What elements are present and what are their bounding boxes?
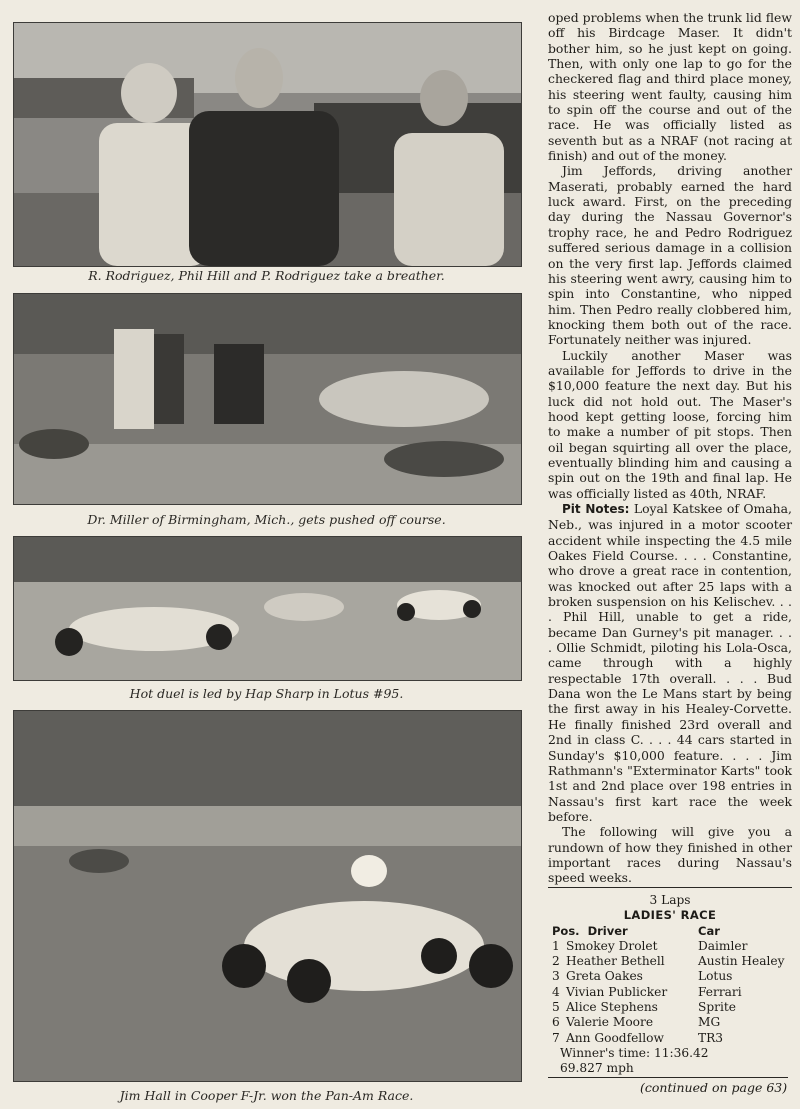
table-row: 6 Valerie Moore MG	[552, 1015, 721, 1030]
pit-notes-text: Loyal Katskee of Omaha, Neb., was injured in a motor scooter accident while inspecting the 4.5 mile Oakes Field Course. . . . Constantine, who drove a great race in contention, was knocked out after 25 laps with a broken suspension on his Kelischev. . . . Phil Hill, unable to get a ride, became Dan Gurney's pit manager. . . . Ollie Schmidt, piloting his Lola-Osca, came through with a highly respectable 17th overall. . . . Bud Dana won the Le Mans start by being the first away in his Healey-Corvette. He finally finished 23rd overall and 2nd in class C. . . . 44 cars started in Sunday's $10,000 feature. . . . Jim Rathmann's "Exterminator Karts" took 1st and 2nd place over 198 entries in Nassau's first kart race the week before.	[548, 501, 792, 824]
section-divider	[548, 887, 792, 888]
winners-speed: 69.827 mph	[560, 1061, 634, 1076]
pos-driver-header: Pos. Driver	[552, 923, 628, 938]
pit-notes-paragraph	[548, 501, 792, 824]
car-header: Car	[698, 923, 720, 938]
article-paragraph: oped problems when the trunk lid flew off his Birdcage Maser. It didn't bother him, so he just kept on going. Then, with only one lap to go for the checkered flag and third place money, his steering went faulty, causing him to spin off the course and out of the race. He was officially listed as seventh but as a NRAF (not racing at finish) and out of the money.	[548, 10, 792, 164]
table-row: 2 Heather Bethell Austin Healey	[552, 954, 785, 969]
photo-jim-hall-cooper	[13, 710, 522, 1082]
photo-hot-duel	[13, 536, 522, 681]
photo-pushed-off-course	[13, 293, 522, 505]
article-column	[548, 10, 792, 886]
table-row: 7 Ann Goodfellow TR3	[552, 1030, 724, 1045]
footer-divider	[548, 1077, 788, 1078]
table-row: 5 Alice Stephens Sprite	[552, 1000, 736, 1015]
article-paragraph: Jim Jeffords, driving another Maserati, probably earned the hard luck award. First, on the preceding day during the Nassau Governor's trophy race, he and Pedro Rodriguez suffered serious damage in a collision on the very first lap. Jeffords claimed his steering went awry, causing him to spin into Constantine, who nipped him. Then Pedro really clobbered him, knocking them both out of the race. Fortunately neither was injured.	[548, 163, 792, 348]
photo-caption-1: R. Rodriguez, Phil Hill and P. Rodriguez take a breather.	[88, 268, 445, 283]
photo-caption-3: Hot duel is led by Hap Sharp in Lotus #95.	[129, 686, 404, 701]
photo-caption-4: Jim Hall in Cooper F-Jr. won the Pan-Am Race.	[119, 1088, 414, 1103]
article-paragraph: The following will give you a rundown of how they finished in other important races during Nassau's speed weeks.	[548, 824, 792, 886]
pit-notes-heading: Pit Notes:	[562, 502, 630, 516]
photo-caption-2: Dr. Miller of Birmingham, Mich., gets pushed off course.	[87, 512, 446, 527]
continued-note: (continued on page 63)	[640, 1080, 788, 1095]
table-row: 4 Vivian Publicker Ferrari	[552, 984, 742, 999]
race-laps: 3 Laps	[649, 893, 691, 907]
winners-time: Winner's time: 11:36.42	[560, 1045, 709, 1060]
results-header-row	[552, 924, 792, 939]
results-table	[552, 924, 792, 1046]
table-row: 3 Greta Oakes Lotus	[552, 969, 733, 984]
table-row: 1 Smokey Drolet Daimler	[552, 938, 748, 953]
ladies-race-results	[548, 893, 792, 1077]
article-paragraph: Luckily another Maser was available for Jeffords to drive in the $10,000 feature the next day. But his luck did not hold out. The Maser's hood kept getting loose, forcing him to make a number of pit stops. Then oil began squirting all over the place, eventually blinding him and causing a spin out on the 19th and final lap. He was officially listed as 40th, NRAF.	[548, 347, 792, 501]
race-title: LADIES' RACE	[623, 908, 717, 923]
photo-drivers-breather	[13, 22, 522, 267]
